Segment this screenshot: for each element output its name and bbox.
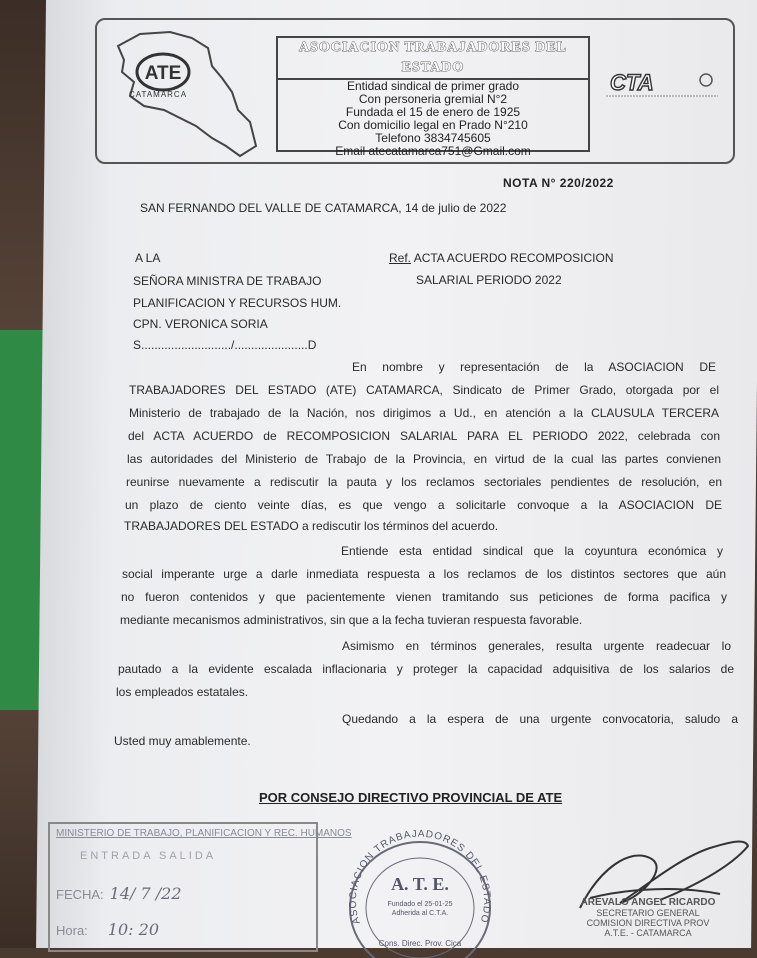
map-label: CATAMARCA xyxy=(129,90,188,99)
body-line: TRABAJADORES DEL ESTADO (ATE) CATAMARCA, Sindicato de Primer Grado, otorgada por el xyxy=(129,383,719,397)
recipient-line: PLANIFICACION Y RECURSOS HUM. xyxy=(133,296,342,310)
body-line: del ACTA ACUERDO de RECOMPOSICION SALARIAL PARA EL PERIODO 2022, celebrada con xyxy=(128,429,720,443)
body-line: Asimismo en términos generales, resulta urgente readecuar lo xyxy=(342,639,731,653)
reference-line xyxy=(389,251,614,265)
association-title: ASOCIACION TRABAJADORES DEL ESTADO xyxy=(278,38,588,80)
signer-role: SECRETARIO GENERAL xyxy=(596,908,700,918)
body-line: no fueron contenidos y que pacientemente vienen tramitando sus peticiones de forma pacifica y xyxy=(121,590,727,604)
stamp-fecha xyxy=(56,884,182,903)
stamp-center: A. T. E. xyxy=(391,874,449,894)
body-line: Usted muy amablemente. xyxy=(114,734,251,748)
stamp-line: Adherida al C.T.A. xyxy=(391,910,449,917)
stamp-ring-text: ASOCIACION TRABAJADORES DEL ESTADO xyxy=(347,828,493,926)
recipient-line: SEÑORA MINISTRA DE TRABAJO xyxy=(133,274,322,288)
fecha-value: 14/ 7 /22 xyxy=(109,884,182,903)
info-line: Con domicilio legal en Prado N°210 xyxy=(338,118,528,132)
recipient-line: CPN. VERONICA SORIA xyxy=(133,317,268,331)
body-line: mediante mecanismos administrativos, sin que a la fecha tuvieran respuesta favorable. xyxy=(120,613,583,627)
signer-role: A.T.E. - CATAMARCA xyxy=(604,928,692,938)
place-date: SAN FERNANDO DEL VALLE DE CATAMARCA, 14 de julio de 2022 xyxy=(140,201,507,215)
signer-stamp xyxy=(578,898,718,938)
svg-text:ATE: ATE xyxy=(144,63,182,84)
info-line: Con personeria gremial N°2 xyxy=(358,92,508,106)
fecha-label: FECHA: xyxy=(56,887,104,902)
note-number: NOTA N° 220/2022 xyxy=(503,176,614,190)
body-line: TRABAJADORES DEL ESTADO a rediscutir los términos del acuerdo. xyxy=(124,519,499,533)
signer-name: AREVALO ANGEL RICARDO xyxy=(580,897,716,908)
body-line: las autoridades del Ministerio de Trabajo de la Provincia, en virtud de la cual las partes convienen xyxy=(127,452,721,466)
body-line: los empleados estatales. xyxy=(116,685,249,699)
body-line: reunirse nuevamente a rediscutir la pauta y los reclamos sectoriales pendientes de resolución, en xyxy=(126,475,722,489)
ate-logo xyxy=(135,52,191,92)
cta-logo xyxy=(606,70,718,106)
body-line: social imperante urge a darle inmediata respuesta a los reclamos de los distintos sectores que aún xyxy=(122,567,726,581)
reference-line: SALARIAL PERIODO 2022 xyxy=(416,273,562,287)
reference-text: ACTA ACUERDO RECOMPOSICION xyxy=(411,251,614,265)
info-line: Email atecatamarca751@Gmail.com xyxy=(335,144,531,158)
ministry-reception-stamp xyxy=(48,822,352,952)
stamp-header: MINISTERIO DE TRABAJO, PLANIFICACION Y REC. HUMANOS xyxy=(56,828,352,839)
reference-key: Ref. xyxy=(389,251,412,265)
svg-text:CTA: CTA xyxy=(610,70,654,95)
stamp-entry-exit: ENTRADA SALIDA xyxy=(80,850,217,862)
stamp-hora xyxy=(56,920,159,939)
recipient-line: S.........................../......................D xyxy=(133,338,317,352)
hora-label: Hora: xyxy=(56,923,88,938)
association-info-box xyxy=(276,36,590,158)
signer-role: COMISION DIRECTIVA PROV xyxy=(586,918,710,928)
info-line: Fundada el 15 de enero de 1925 xyxy=(345,105,521,119)
body-line: En nombre y representación de la ASOCIACION DE xyxy=(352,360,716,374)
recipient-line: A LA xyxy=(135,251,161,265)
body-line: un plazo de ciento veinte días, es que vengo a solicitarle convoque a la ASOCIACION DE xyxy=(125,498,722,512)
info-line: Telefono 3834745605 xyxy=(375,131,491,145)
body-line: Quedando a la espera de una urgente convocatoria, saludo a xyxy=(342,712,738,726)
body-line: Ministerio de trabajado de la Nación, nos dirigimos a Ud., en atención a la CLAUSULA TERCERA xyxy=(129,406,719,420)
stamp-line: Fundado el 25-01-25 xyxy=(387,901,453,908)
hora-value: 10: 20 xyxy=(107,920,159,939)
body-line: Entiende esta entidad sindical que la coyuntura económica y xyxy=(341,544,723,558)
signature-block-title: POR CONSEJO DIRECTIVO PROVINCIAL DE ATE xyxy=(259,790,563,805)
stamp-bottom: Cons. Direc. Prov. Cica xyxy=(378,939,462,948)
info-line: Entidad sindical de primer grado xyxy=(346,79,520,93)
body-line: pautado a la evidente escalada inflacionaria y proteger la capacidad adquisitiva de los salarios de xyxy=(118,662,734,676)
ate-round-stamp xyxy=(340,828,500,958)
